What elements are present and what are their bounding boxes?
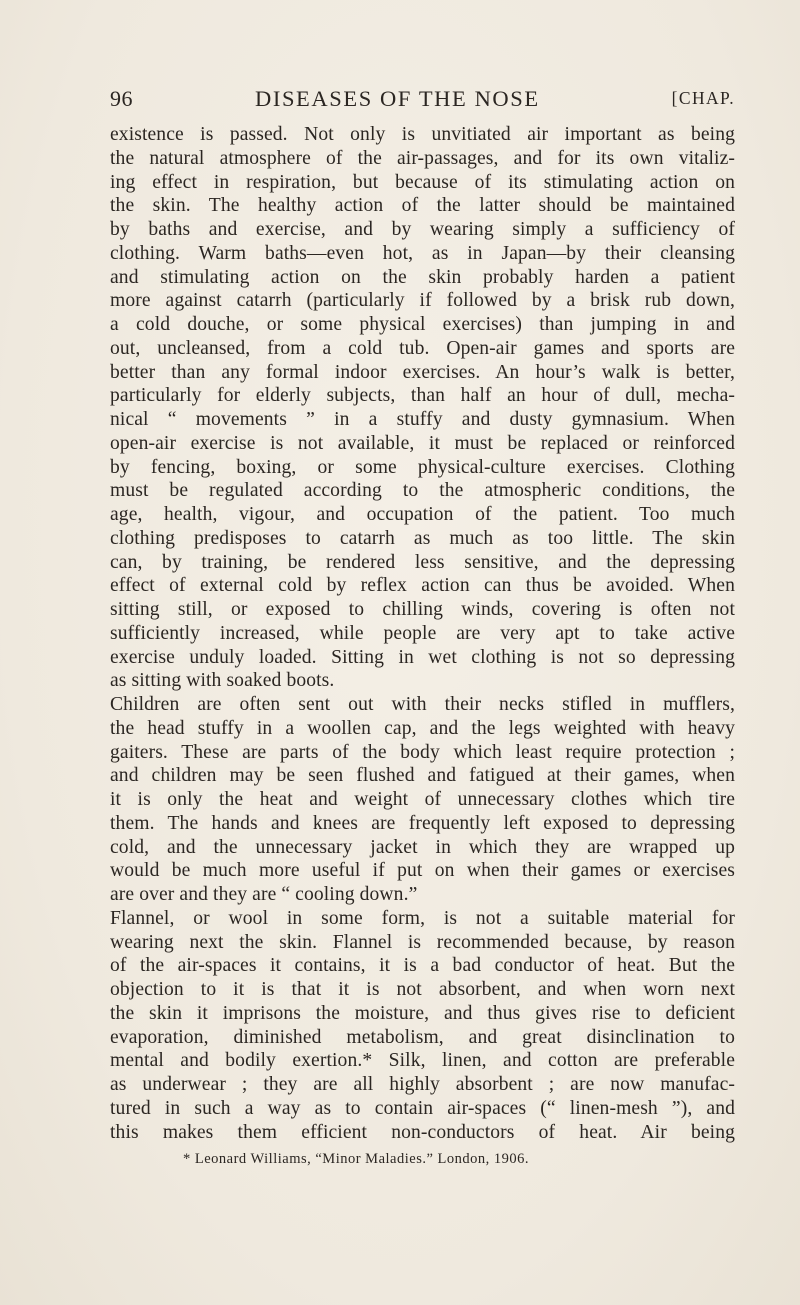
text-line: a cold douche, or some physical exercises) than jumping in and	[110, 314, 735, 335]
text-line: them. The hands and knees are frequently left exposed to depressing	[110, 812, 735, 834]
page-number: 96	[110, 86, 133, 111]
text-line: clothing predisposes to catarrh as much as too little. The skin	[110, 527, 735, 549]
text-line: existence is passed. Not only is unvitiated air important as being	[110, 124, 735, 145]
text-line: are over and they are “ cooling down.”	[110, 884, 418, 905]
text-line: as underwear ; they are all highly absorbent ; are now manufac-	[110, 1074, 735, 1095]
text-line: must be regulated according to the atmospheric conditions, the	[110, 480, 735, 502]
text-line: by fencing, boxing, or some physical-culture exercises. Clothing	[110, 456, 735, 478]
text-line: it is only the heat and weight of unnecessary clothes which tire	[110, 789, 735, 810]
text-line: better than any formal indoor exercises. An hour’s walk is better,	[110, 361, 735, 383]
text-line: the skin. The healthy action of the latter should be maintained	[110, 195, 735, 217]
text-line: tured in such a way as to contain air-spaces (“ linen-mesh ”), and	[110, 1097, 735, 1119]
text-line: out, uncleansed, from a cold tub. Open-air games and sports are	[110, 337, 735, 359]
text-line: exercise unduly loaded. Sitting in wet clothing is not so depressing	[110, 646, 735, 668]
text-line: particularly for elderly subjects, than half an hour of dull, mecha-	[110, 385, 735, 407]
text-line: gaiters. These are parts of the body which least require protection ;	[110, 741, 735, 763]
text-line: the skin it imprisons the moisture, and thus gives rise to deficient	[110, 1002, 735, 1024]
text-line: and children may be seen flushed and fatigued at their games, when	[110, 765, 735, 787]
text-line: the natural atmosphere of the air-passages, and for its own vitaliz-	[110, 147, 735, 169]
text-line: of the air-spaces it contains, it is a bad conductor of heat. But the	[110, 955, 735, 977]
text-line: more against catarrh (particularly if followed by a brisk rub down,	[110, 290, 735, 312]
text-line: ing effect in respiration, but because of its stimulating action on	[110, 171, 735, 193]
chapter-mark: [CHAP.	[671, 88, 735, 108]
text-line: this makes them efficient non-conductors of heat. Air being	[110, 1121, 735, 1143]
text-line: cold, and the unnecessary jacket in which they are wrapped up	[110, 836, 735, 858]
page-header	[110, 86, 735, 120]
text-line: can, by training, be rendered less sensitive, and the depressing	[110, 551, 735, 573]
text-line: the head stuffy in a woollen cap, and the legs weighted with heavy	[110, 717, 735, 739]
text-line: objection to it is that it is not absorbent, and when worn next	[110, 979, 735, 1000]
text-line: open-air exercise is not available, it must be replaced or reinforced	[110, 432, 735, 454]
text-line: would be much more useful if put on when their games or exercises	[110, 860, 735, 882]
text-line: age, health, vigour, and occupation of the patient. Too much	[110, 504, 735, 525]
text-line: mental and bodily exertion.* Silk, linen, and cotton are preferable	[110, 1050, 735, 1072]
text-line: clothing. Warm baths—even hot, as in Japan—by their cleansing	[110, 242, 735, 264]
text-line: evaporation, diminished metabolism, and great disinclination to	[110, 1026, 735, 1048]
text-line: sufficiently increased, while people are very apt to take active	[110, 622, 735, 644]
footnote: * Leonard Williams, “Minor Maladies.” London, 1906.	[183, 1151, 530, 1167]
running-title: DISEASES OF THE NOSE	[255, 86, 540, 111]
text-line: sitting still, or exposed to chilling winds, covering is often not	[110, 599, 735, 620]
text-line: nical “ movements ” in a stuffy and dusty gymnasium. When	[110, 409, 735, 430]
text-line: as sitting with soaked boots.	[110, 670, 335, 692]
text-line: Flannel, or wool in some form, is not a suitable material for	[110, 907, 735, 929]
text-line: by baths and exercise, and by wearing simply a sufficiency of	[110, 219, 735, 240]
text-line: Children are often sent out with their necks stifled in mufflers,	[110, 694, 735, 715]
body-text	[110, 123, 735, 1144]
text-line: effect of external cold by reflex action can thus be avoided. When	[110, 575, 735, 597]
text-line: and stimulating action on the skin probably harden a patient	[110, 266, 735, 288]
text-line: wearing next the skin. Flannel is recommended because, by reason	[110, 931, 735, 953]
